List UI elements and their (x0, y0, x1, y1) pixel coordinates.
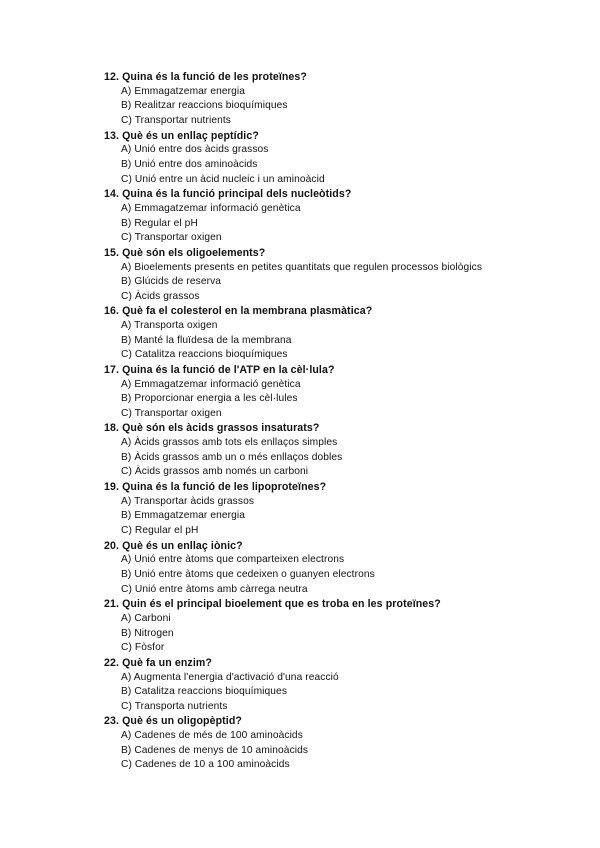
question-title: 23. Què és un oligopèptid? (104, 715, 242, 728)
answer-option-c: C) Transportar oxigen (121, 232, 222, 244)
answer-option-a: A) Bioelements presents en petites quantitats que regulen processos biològics (121, 261, 483, 273)
question-23 (104, 714, 574, 773)
answer-option-c: C) Àcids grassos (121, 290, 200, 302)
question-title: 20. Què és un enllaç iònic? (104, 539, 243, 552)
answer-option-c: C) Regular el pH (121, 525, 199, 537)
answer-option-b: B) Àcids grassos amb un o més enllaços dobles (121, 451, 343, 463)
question-21 (104, 597, 574, 656)
answer-option-b: B) Proporcionar energia a les cèl·lules (121, 393, 298, 405)
answer-option-b: B) Unió entre àtoms que cedeixen o guanyen electrons (121, 569, 375, 581)
question-title: 16. Què fa el colesterol en la membrana plasmàtica? (104, 305, 373, 318)
question-title: 18. Què són els àcids grassos insaturats? (104, 422, 320, 435)
answer-option-b: B) Catalitza reaccions bioquímiques (121, 686, 288, 698)
answer-option-a: A) Emmagatzemar informació genètica (121, 378, 301, 390)
answer-option-c: C) Unió entre àtoms amb càrrega neutra (121, 583, 308, 595)
question-title: 12. Quina és la funció de les proteïnes? (104, 71, 307, 83)
question-20 (104, 539, 574, 598)
answer-option-a: A) Àcids grassos amb tots els enllaços simples (121, 437, 338, 449)
answer-option-a: A) Unió entre dos àcids grassos (121, 144, 269, 156)
question-14 (104, 187, 574, 246)
answer-option-a: A) Augmenta l'energia d'activació d'una reacció (121, 671, 339, 683)
answer-option-a: A) Transporta oxigen (121, 320, 218, 332)
question-title: 13. Què és un enllaç peptídic? (104, 129, 259, 142)
question-19 (104, 480, 574, 539)
answer-option-b: B) Regular el pH (121, 217, 198, 229)
question-15 (104, 246, 574, 305)
question-title: 14. Quina és la funció principal dels nucleòtids? (104, 188, 352, 201)
answer-option-b: B) Cadenes de menys de 10 aminoàcids (121, 744, 309, 756)
answer-option-b: B) Glúcids de reserva (121, 276, 222, 288)
answer-option-b: B) Nitrogen (121, 627, 174, 639)
answer-option-c: C) Cadenes de 10 a 100 aminoàcids (121, 759, 290, 771)
answer-option-a: A) Cadenes de més de 100 aminoàcids (121, 730, 303, 742)
answer-option-c: C) Fòsfor (121, 642, 165, 654)
answer-option-c: C) Transporta nutrients (121, 700, 228, 712)
question-title: 21. Quin és el principal bioelement que es troba en les proteïnes? (104, 598, 441, 611)
answer-option-c: C) Transportar oxigen (121, 407, 222, 419)
answer-option-b: B) Unió entre dos aminoàcids (121, 158, 258, 170)
question-16 (104, 304, 574, 363)
answer-option-c: C) Unió entre un àcid nucleic i un aminoàcid (121, 173, 325, 185)
answer-option-a: A) Emmagatzemar energia (121, 85, 246, 97)
question-title: 19. Quina és la funció de les lipoproteïnes? (104, 481, 327, 494)
answer-option-c: C) Transportar nutrients (121, 114, 231, 126)
answer-option-a: A) Carboni (121, 613, 171, 624)
answer-option-a: A) Emmagatzemar informació genètica (121, 202, 301, 214)
question-18 (104, 421, 574, 480)
question-13 (104, 129, 574, 188)
question-12 (104, 70, 574, 129)
question-title: 15. Què són els oligoelements? (104, 246, 266, 259)
answer-option-a: A) Unió entre àtoms que comparteixen electrons (121, 554, 345, 566)
answer-option-c: C) Àcids grassos amb només un carboni (121, 466, 309, 478)
answer-option-c: C) Catalitza reaccions bioquímiques (121, 349, 288, 361)
answer-option-b: B) Emmagatzemar energia (121, 510, 246, 522)
answer-option-b: B) Manté la fluïdesa de la membrana (121, 334, 292, 346)
quiz-list (104, 70, 574, 773)
answer-option-a: A) Transportar àcids grassos (121, 495, 255, 507)
question-17 (104, 363, 574, 422)
question-title: 17. Quina és la funció de l'ATP en la cèl·lula? (104, 363, 335, 376)
question-title: 22. Què fa un enzim? (104, 656, 212, 669)
answer-option-b: B) Realitzar reaccions bioquímiques (121, 100, 288, 112)
question-22 (104, 656, 574, 715)
